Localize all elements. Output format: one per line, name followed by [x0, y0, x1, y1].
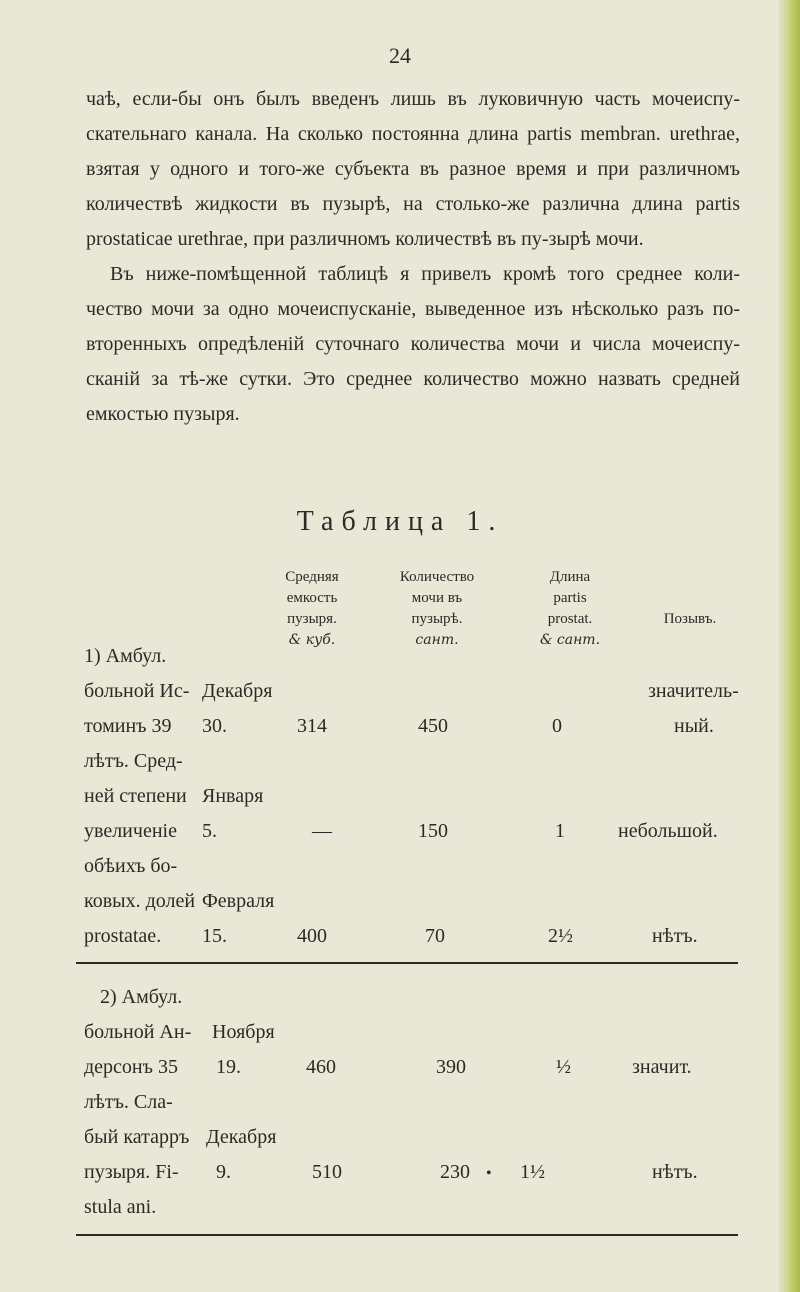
- row-amount: 150: [418, 820, 448, 842]
- row-urge: небольшой.: [618, 820, 718, 842]
- row-month: Декабря: [202, 680, 273, 702]
- handwritten-note: & сант.: [539, 632, 601, 648]
- patient-2-line: stula ani.: [84, 1196, 157, 1218]
- paragraph: Въ ниже-помѣщенной таблицѣ я привелъ кромѣ того среднее коли-чество мочи за одно мочеиспусканіе, выведенное изъ нѣсколько разъ по-вторенныхъ опредѣленій суточнаго количества мочи и числа мочеиспу-сканій за тѣ-же сутки. Это среднее количество можно назвать средней емкостью пузыря.: [86, 263, 740, 425]
- patient-1-line: увеличеніе: [84, 820, 177, 842]
- row-capacity: 314: [297, 715, 327, 737]
- row-urge: значит.: [632, 1056, 692, 1078]
- patient-1-line: ней степени: [84, 785, 187, 807]
- row-length: 2½: [548, 925, 573, 947]
- handwritten-note: сант.: [415, 632, 459, 648]
- row-month: Декабря: [206, 1126, 277, 1148]
- patient-1-line: больной Ис-: [84, 680, 190, 702]
- patient-2-line: 2) Амбул.: [100, 986, 183, 1008]
- row-length: 1: [555, 820, 565, 842]
- header-length: Длина partis prostat. & сант.: [520, 567, 620, 651]
- row-day: 30.: [202, 715, 227, 737]
- header-amount: Количество мочи въ пузырѣ. сант.: [382, 567, 492, 651]
- header-urge: Позывъ.: [663, 611, 717, 627]
- row-urge: значитель-: [648, 680, 739, 702]
- patient-2-line: лѣтъ. Сла-: [84, 1091, 173, 1113]
- table-bottom-rule: [76, 1234, 738, 1236]
- ink-dot: •: [486, 1165, 492, 1182]
- table-divider: [76, 962, 738, 964]
- row-day: 5.: [202, 820, 217, 842]
- row-amount: 230: [440, 1161, 470, 1183]
- header-capacity: Средняя емкость пузыря. & куб.: [262, 567, 362, 651]
- row-urge: нѣтъ.: [652, 925, 698, 947]
- row-capacity: —: [312, 820, 332, 842]
- patient-1-line: лѣтъ. Сред-: [84, 750, 183, 772]
- patient-1-line: ковых. долей: [84, 890, 196, 912]
- row-day: 19.: [216, 1056, 241, 1078]
- row-month: Января: [202, 785, 264, 807]
- page-edge: [778, 0, 800, 1292]
- body-text: [86, 82, 740, 432]
- page-number: 24: [389, 43, 411, 68]
- patient-1-line: 1) Амбул.: [84, 645, 167, 667]
- patient-2-line: бый катарръ: [84, 1126, 190, 1148]
- row-length: ½: [556, 1056, 571, 1078]
- row-length: 1½: [520, 1161, 545, 1183]
- row-month: Ноября: [212, 1021, 275, 1043]
- row-capacity: 400: [297, 925, 327, 947]
- row-month: Февраля: [202, 890, 275, 912]
- row-urge: ный.: [674, 715, 714, 737]
- patient-1-line: prostatae.: [84, 925, 162, 947]
- table-title: Таблица 1.: [296, 506, 504, 537]
- patient-1-line: томинъ 39: [84, 715, 172, 737]
- paragraph: чаѣ, если-бы онъ былъ введенъ лишь въ луковичную часть мочеиспу-скательнаго канала. На сколько постоянна длина partis membran. urethrae, взятая у одного и того-же субъекта въ разное время и при различномъ количествѣ жидкости въ пузырѣ, на столько-же различна длина partis prostaticae urethrae, при различномъ количествѣ въ пу-зырѣ мочи.: [86, 88, 740, 250]
- patient-2-line: дерсонъ 35: [84, 1056, 178, 1078]
- row-urge: нѣтъ.: [652, 1161, 698, 1183]
- patient-2-line: пузыря. Fi-: [84, 1161, 179, 1183]
- row-capacity: 510: [312, 1161, 342, 1183]
- row-length: 0: [552, 715, 562, 737]
- patient-1-line: обѣихъ бо-: [84, 855, 178, 877]
- row-capacity: 460: [306, 1056, 336, 1078]
- row-day: 9.: [216, 1161, 231, 1183]
- row-amount: 70: [425, 925, 445, 947]
- row-day: 15.: [202, 925, 227, 947]
- row-amount: 450: [418, 715, 448, 737]
- patient-2-line: больной Ан-: [84, 1021, 192, 1043]
- handwritten-note: & куб.: [288, 632, 336, 648]
- row-amount: 390: [436, 1056, 466, 1078]
